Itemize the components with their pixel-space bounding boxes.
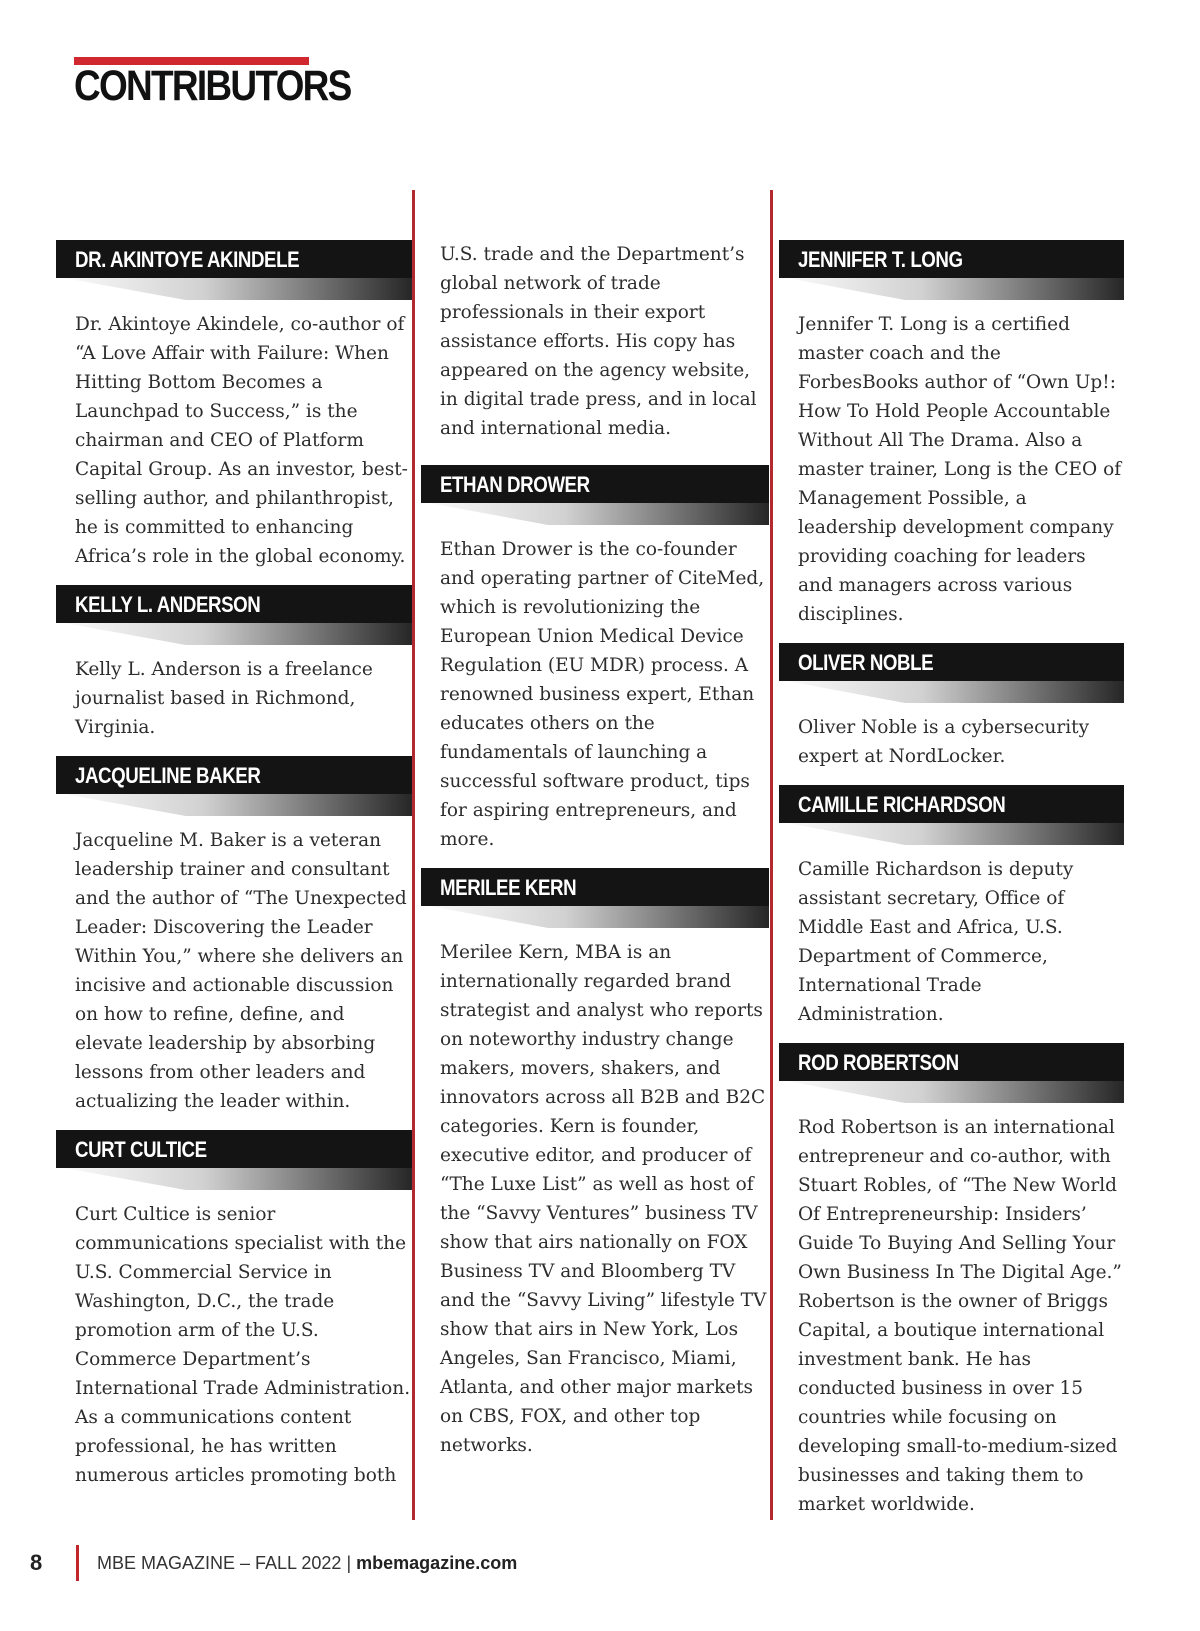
contributor-bio: Rod Robertson is an international entrepreneur and co-author, with Stuart Robles, of “The New World Of Entrepreneurship: Insiders’ Guide To Buying And Selling Your Own Business In The Digital Age.” Robertson is the owner of Briggs Capital, a boutique international investment bank. He has conducted business in over 15 countries while focusing on developing small-to-medium-sized businesses and taking them to market worldwide. bbox=[798, 1117, 1122, 1515]
contributor-anderson bbox=[56, 585, 412, 742]
column-3 bbox=[779, 240, 1124, 1533]
continued-bio-cultice: U.S. trade and the Department’s global network of trade professionals in their export assistance efforts. His copy has appeared on the agency website, in digital trade press, and in local and international media. bbox=[440, 244, 757, 439]
contributor-bio: Jacqueline M. Baker is a veteran leadership trainer and consultant and the author of “The Unexpected Leader: Discovering the Leader Within You,” where she delivers an incisive and actionable discussion on how to refine, define, and elevate leadership by absorbing lessons from other leaders and actualizing the leader within. bbox=[75, 830, 407, 1112]
column-divider-2 bbox=[770, 190, 773, 1520]
contributor-noble bbox=[779, 643, 1124, 771]
contributor-cultice bbox=[56, 1130, 412, 1490]
contributor-bio: Jennifer T. Long is a certified master coach and the ForbesBooks author of “Own Up!: How To Hold People Accountable Without All The Drama. Also a master trainer, Long is the CEO of Management Possible, a leadership development company providing coaching for leaders and managers across various disciplines. bbox=[798, 314, 1122, 625]
page-number: 8 bbox=[30, 1550, 43, 1575]
contributor-name-bar bbox=[779, 785, 1124, 823]
contributor-bio: Ethan Drower is the co-founder and operating partner of CiteMed, which is revolutionizing the European Union Medical Device Regulation (EU MDR) process. A renowned business expert, Ethan educates others on the fundamentals of launching a successful software product, tips for aspiring entrepreneurs, and more. bbox=[440, 539, 765, 850]
website-link[interactable]: mbemagazine.com bbox=[356, 1552, 518, 1573]
contributor-name: KELLY L. ANDERSON bbox=[75, 592, 261, 617]
footer-separator: | bbox=[346, 1552, 352, 1573]
footer-publication bbox=[97, 1553, 517, 1574]
contributor-akindele bbox=[56, 240, 412, 571]
column-divider-1 bbox=[412, 190, 415, 1520]
contributor-long bbox=[779, 240, 1124, 629]
contributor-bio: Curt Cultice is senior communications specialist with the U.S. Commercial Service in Washington, D.C., the trade promotion arm of the U.S. Commerce Department’s International Trade Administration. As a communications content professional, he has written numerous articles promoting both bbox=[75, 1204, 411, 1486]
contributor-name-bar bbox=[421, 868, 769, 906]
contributor-name: CURT CULTICE bbox=[75, 1137, 207, 1162]
contributor-bio: Camille Richardson is deputy assistant secretary, Office of Middle East and Africa, U.S. Department of Commerce, International Trade Administration. bbox=[798, 859, 1074, 1025]
contributor-drower bbox=[421, 465, 769, 854]
contributor-name-bar bbox=[779, 643, 1124, 681]
contributor-bio: Kelly L. Anderson is a freelance journalist based in Richmond, Virginia. bbox=[75, 659, 373, 738]
contributor-name: CAMILLE RICHARDSON bbox=[798, 792, 1006, 817]
contributor-name: OLIVER NOBLE bbox=[798, 650, 934, 675]
contributor-name: DR. AKINTOYE AKINDELE bbox=[75, 247, 300, 272]
contributor-name: JACQUELINE BAKER bbox=[75, 763, 261, 788]
contributor-name-bar bbox=[56, 240, 412, 278]
column-1 bbox=[56, 240, 412, 1504]
contributor-bio: Oliver Noble is a cybersecurity expert at NordLocker. bbox=[798, 717, 1090, 767]
contributor-bio: Merilee Kern, MBA is an internationally regarded brand strategist and analyst who reports on noteworthy industry change makers, movers, shakers, and innovators across all B2B and B2C categories. Kern is founder, executive editor, and producer of “The Luxe List” as well as host of the “Savvy Ventures” business TV show that airs nationally on FOX Business TV and Bloomberg TV and the “Savvy Living” lifestyle TV show that airs in New York, Los Angeles, San Francisco, Miami, Atlanta, and other major markets on CBS, FOX, and other top networks. bbox=[440, 942, 767, 1456]
contributor-name: ETHAN DROWER bbox=[440, 472, 590, 497]
contributor-name-bar bbox=[779, 240, 1124, 278]
contributor-baker bbox=[56, 756, 412, 1116]
contributor-name-bar bbox=[56, 756, 412, 794]
contributor-bio: Dr. Akintoye Akindele, co-author of “A Love Affair with Failure: When Hitting Bottom Becomes a Launchpad to Success,” is the chairman and CEO of Platform Capital Group. As an investor, best-selling author, and philanthropist, he is committed to enhancing Africa’s role in the global economy. bbox=[75, 314, 408, 567]
contributor-name-bar bbox=[56, 585, 412, 623]
page-title: CONTRIBUTORS bbox=[74, 62, 351, 110]
page-footer bbox=[30, 1545, 517, 1581]
contributor-richardson bbox=[779, 785, 1124, 1029]
contributor-name-bar bbox=[421, 465, 769, 503]
contributor-name: MERILEE KERN bbox=[440, 875, 577, 900]
contributor-name: ROD ROBERTSON bbox=[798, 1050, 959, 1075]
contributor-name: JENNIFER T. LONG bbox=[798, 247, 963, 272]
publication-name: MBE MAGAZINE – FALL 2022 bbox=[97, 1552, 342, 1573]
footer-divider bbox=[76, 1545, 79, 1581]
contributor-name-bar bbox=[56, 1130, 412, 1168]
contributor-name-bar bbox=[779, 1043, 1124, 1081]
column-2 bbox=[421, 240, 769, 1474]
contributor-robertson bbox=[779, 1043, 1124, 1519]
contributor-kern bbox=[421, 868, 769, 1460]
